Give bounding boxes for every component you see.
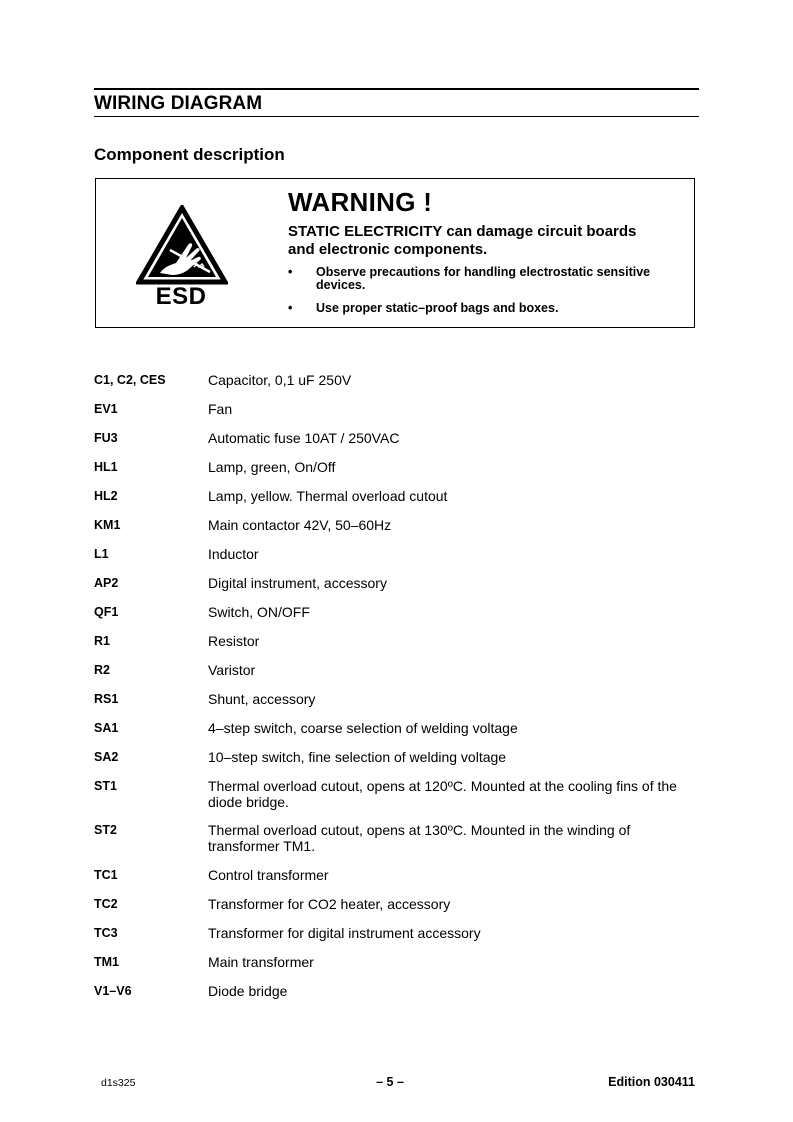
component-row <box>94 925 704 954</box>
document-id: d1s325 <box>101 1077 136 1089</box>
component-code: HL2 <box>94 489 118 503</box>
component-description: Switch, ON/OFF <box>208 604 310 620</box>
warning-title: WARNING ! <box>288 187 433 217</box>
bullet-icon: • <box>288 265 293 279</box>
component-description: Diode bridge <box>208 983 288 999</box>
component-row <box>94 983 704 1012</box>
component-row <box>94 430 704 459</box>
component-description: Capacitor, 0,1 uF 250V <box>208 372 352 388</box>
warning-bullet-list <box>288 266 668 325</box>
component-description: Digital instrument, accessory <box>208 575 387 591</box>
component-description: Thermal overload cutout, opens at 120ºC. Mounted at the cooling fins of the diode bridge. <box>208 778 677 810</box>
component-code: TC1 <box>94 868 118 882</box>
component-row <box>94 749 704 778</box>
component-code: RS1 <box>94 692 119 706</box>
component-code: AP2 <box>94 576 119 590</box>
component-description: Resistor <box>208 633 260 649</box>
component-row <box>94 720 704 749</box>
component-description: Main contactor 42V, 50–60Hz <box>208 517 392 533</box>
component-description: Lamp, green, On/Off <box>208 459 336 475</box>
page-number: – 5 – <box>376 1075 404 1089</box>
warning-bullet <box>288 302 668 315</box>
component-row <box>94 778 704 822</box>
component-code: TC3 <box>94 926 118 940</box>
component-code: ST2 <box>94 823 117 837</box>
heading-top-rule <box>94 88 699 90</box>
component-description: Thermal overload cutout, opens at 130ºC. Mounted in the winding of transformer TM1. <box>208 822 631 854</box>
component-description: Transformer for digital instrument accessory <box>208 925 481 941</box>
component-row <box>94 546 704 575</box>
component-row <box>94 372 704 401</box>
component-code: TC2 <box>94 897 118 911</box>
component-code: KM1 <box>94 518 121 532</box>
edition-label: Edition 030411 <box>608 1075 695 1089</box>
component-row <box>94 954 704 983</box>
component-row <box>94 401 704 430</box>
component-description: Inductor <box>208 546 259 562</box>
component-row <box>94 867 704 896</box>
component-description: Shunt, accessory <box>208 691 316 707</box>
component-row <box>94 896 704 925</box>
component-row <box>94 604 704 633</box>
warning-lead-text: STATIC ELECTRICITY can damage circuit boards and electronic components. <box>288 223 637 258</box>
heading-bottom-rule <box>94 116 699 117</box>
warning-bullet <box>288 266 668 292</box>
component-row <box>94 488 704 517</box>
component-description: Fan <box>208 401 233 417</box>
component-code: SA2 <box>94 750 119 764</box>
page-title: WIRING DIAGRAM <box>94 93 263 114</box>
component-code: L1 <box>94 547 109 561</box>
component-code: QF1 <box>94 605 119 619</box>
component-row <box>94 633 704 662</box>
component-code: HL1 <box>94 460 118 474</box>
component-code: TM1 <box>94 955 119 969</box>
component-description: Automatic fuse 10AT / 250VAC <box>208 430 400 446</box>
component-description: Varistor <box>208 662 256 678</box>
esd-label: ESD <box>155 283 207 310</box>
component-code: EV1 <box>94 402 118 416</box>
component-description: 4–step switch, coarse selection of welding voltage <box>208 720 518 736</box>
component-description: Transformer for CO2 heater, accessory <box>208 896 451 912</box>
component-code: R2 <box>94 663 110 677</box>
esd-warning-icon <box>136 205 228 285</box>
component-description: Main transformer <box>208 954 314 970</box>
component-description: Lamp, yellow. Thermal overload cutout <box>208 488 448 504</box>
component-row <box>94 822 704 867</box>
section-title: Component description <box>94 145 285 164</box>
component-description: 10–step switch, fine selection of welding voltage <box>208 749 507 765</box>
component-code: R1 <box>94 634 110 648</box>
component-row <box>94 517 704 546</box>
component-code: SA1 <box>94 721 119 735</box>
component-row <box>94 459 704 488</box>
component-row <box>94 575 704 604</box>
component-list <box>94 372 704 1012</box>
component-description: Control transformer <box>208 867 329 883</box>
warning-bullet-text: Observe precautions for handling electrostatic sensitive devices. <box>316 265 651 292</box>
component-row <box>94 662 704 691</box>
esd-warning-box <box>95 178 695 328</box>
warning-bullet-text: Use proper static–proof bags and boxes. <box>316 301 559 315</box>
component-row <box>94 691 704 720</box>
component-code: V1–V6 <box>94 984 132 998</box>
component-code: C1, C2, CES <box>94 373 166 387</box>
component-code: ST1 <box>94 779 117 793</box>
bullet-icon: • <box>288 301 293 315</box>
component-code: FU3 <box>94 431 118 445</box>
